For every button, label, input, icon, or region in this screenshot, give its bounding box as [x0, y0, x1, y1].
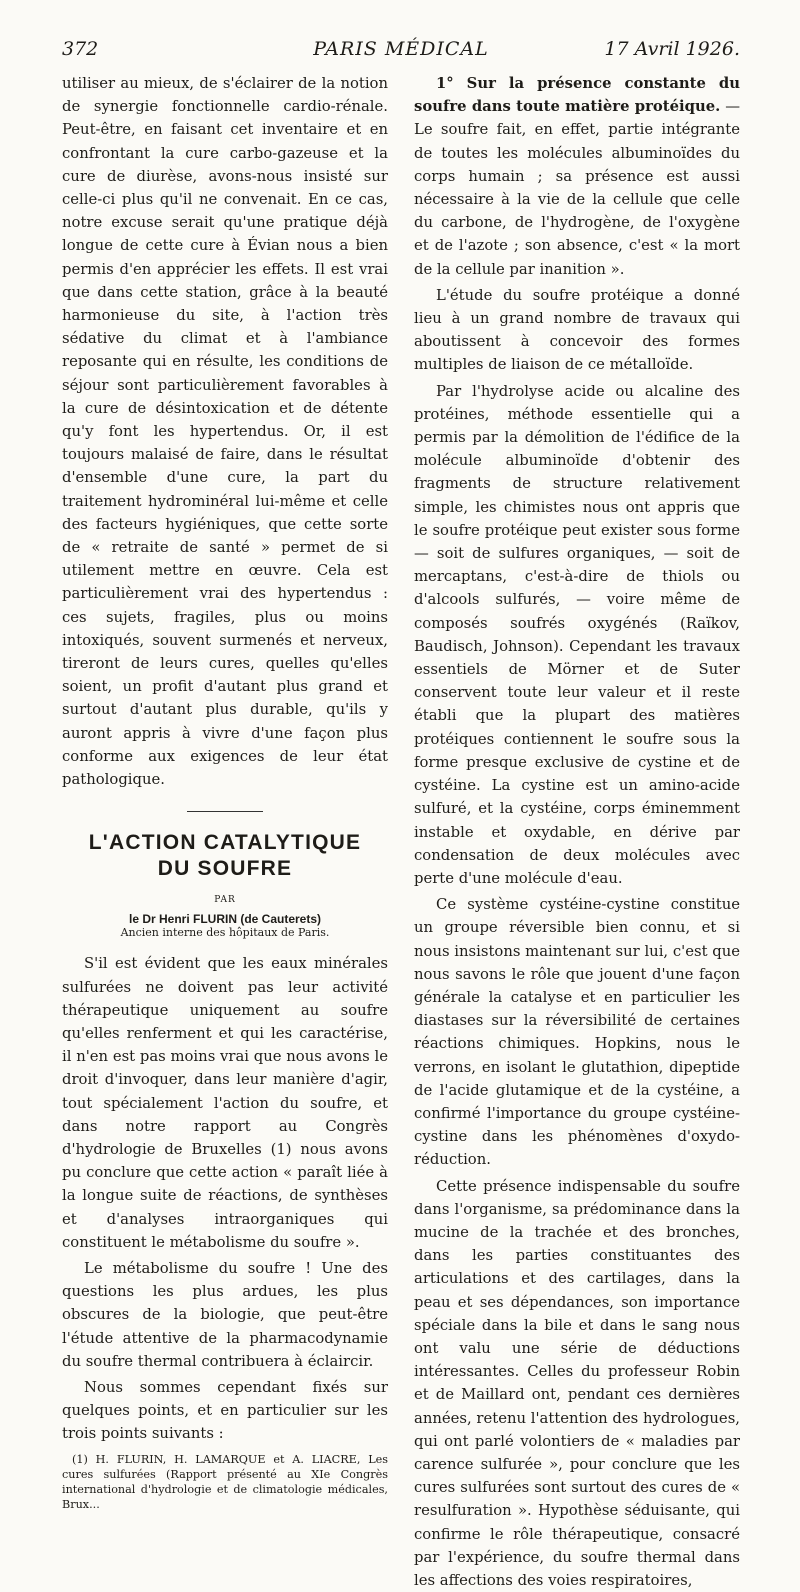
article-title-line2: DU SOUFRE — [157, 857, 293, 881]
footnote: (1) H. FLURIN, H. LAMARQUE et A. LIACRE, Les cures sulfurées (Rapport présenté au XIe Congrès international d'hydrologie et de climatologie médicales, Brux... — [62, 1452, 388, 1511]
issue-date: 17 Avril 1926. — [604, 38, 740, 60]
article-title-line1: L'ACTION CATALYTIQUE — [88, 831, 362, 855]
section-divider — [187, 811, 263, 812]
left-column — [62, 72, 388, 1512]
body-paragraph: L'étude du soufre protéique a donné lieu à un grand nombre de travaux qui aboutissent à concevoir des formes multiples de liaison de ce métalloïde. — [414, 286, 740, 374]
section-heading: 1° Sur la présence constante du soufre dans toute matière protéique. — [414, 75, 740, 116]
body-paragraph: Cette présence indispensable du soufre dans l'organisme, sa prédominance dans la mucine de la trachée et des bronches, dans les parties constituantes des articulations et des cartilages, dans la peau et ses dépendances, son importance spéciale dans la bile et dans le sang nous ont valu une série de déductions intéressantes. Celles du professeur Robin et de Maillard ont, pendant ces dernières années, retenu l'attention des hydrologues, qui ont parlé volontiers de « maladies par carence sulfurée », pour conclure que les cures sulfurées sont surtout des cures de « resulfuration ». Hypothèse séduisante, qui confirme le rôle thérapeutique, consacré par l'expérience, du soufre thermal dans les affections des voies respiratoires, — [414, 1177, 740, 1589]
body-paragraph: Ce système cystéine-cystine constitue un groupe réversible bien connu, et si nous insistons maintenant sur lui, c'est que nous savons le rôle que jouent d'une façon générale la catalyse et en particulier les diastases sur la réversibilité de certaines réactions chimiques. Hopkins, nous le verrons, en isolant le glutathion, dipeptide de l'acide glutamique et de la cystéine, a confirmé l'importance du groupe cystéine-cystine dans les phénomènes d'oxydo-réduction. — [414, 896, 740, 1169]
body-paragraph: Nous sommes cependant fixés sur quelques points, et en particulier sur les trois points suivants : — [62, 1378, 388, 1443]
body-paragraph: Le métabolisme du soufre ! Une des questions les plus ardues, les plus obscures de la biologie, que peut-être l'étude attentive de la pharmacodynamie du soufre thermal contribuera à éclaircir. — [62, 1259, 388, 1370]
section-heading-continuation: — Le soufre fait, en effet, partie intégrante de toutes les molécules albuminoïdes du corps humain ; sa présence est aussi nécessaire à la vie de la cellule que celle du carbone, de l'hydrogène, de l'oxygène et de l'azote ; son absence, c'est « la mort de la cellule par inanition ». — [414, 98, 740, 278]
right-column — [414, 72, 740, 1592]
body-paragraph: Par l'hydrolyse acide ou alcaline des protéines, méthode essentielle qui a permis par la démolition de l'édifice de la molécule albuminoïde d'obtenir des fragments de structure relativement simple, les chimistes nous ont appris que le soufre protéique peut exister sous forme — soit de sulfures organiques, — soit de mercaptans, c'est-à-dire de thiols ou d'alcools sulfurés, — voire même de composés soufrés oxygénés (Raïkov, Baudisch, Johnson). Cependant les travaux essentiels de Mörner et de Suter conservent toute leur valeur et il reste établi que la plupart des matières protéiques contiennent le soufre sous la forme presque exclusive de cystine et de cystéine. La cystine est un amino-acide sulfuré, et la cystéine, corps éminemment instable et oxydable, en dérive par condensation de deux molécules avec perte d'une molécule d'eau. — [414, 382, 740, 887]
author-name: le Dr Henri FLURIN (de Cauterets) — [128, 912, 322, 927]
author-affiliation: Ancien interne des hôpitaux de Paris. — [120, 926, 330, 940]
continued-paragraph: utiliser au mieux, de s'éclairer de la notion de synergie fonctionnelle cardio-rénale. Peut-être, en faisant cet inventaire et en confrontant la cure carbo-gazeuse et la cure de diurèse, avons-nous insisté sur celle-ci plus qu'il ne convenait. En ce cas, notre excuse serait qu'une pratique déjà longue de cette cure à Évian nous a bien permis d'en apprécier les effets. Il est vrai que dans cette station, grâce à la beauté harmonieuse du site, à l'action très sédative du climat et à l'ambiance reposante qui en résulte, les conditions de séjour sont particulièrement favorables à la cure de désintoxication et de détente qu'y font les hypertendus. Or, il est toujours malaisé de faire, dans le résultat d'ensemble d'une cure, la part du traitement hydrominéral lui-même et celle des facteurs hygiéniques, que cette sorte de « retraite de santé » permet de si utilement mettre en œuvre. Cela est particulièrement vrai des hypertendus : ces sujets, fragiles, plus ou moins intoxiqués, souvent surmenés et nerveux, tireront de leurs cures, quelles qu'elles soient, un profit d'autant plus grand et surtout d'autant plus durable, qu'ils y auront appris à vivre d'une façon plus conforme aux exigences de leur état pathologique. — [62, 75, 388, 789]
journal-title: PARIS MÉDICAL — [313, 38, 489, 60]
running-header — [62, 38, 740, 66]
page-number: 372 — [62, 38, 99, 60]
byline-par: PAR — [214, 895, 236, 906]
section-paragraph — [414, 72, 740, 281]
body-paragraph: S'il est évident que les eaux minérales sulfurées ne doivent pas leur activité thérapeutique uniquement au soufre qu'elles renferment et qui les caractérise, il n'en est pas moins vrai que nous avons le droit d'invoquer, dans leur manière d'agir, tout spécialement l'action du soufre, et dans notre rapport au Congrès d'hydrologie de Bruxelles (1) nous avons pu conclure que cette action « paraît liée à la longue suite de réactions, de synthèses et d'analyses intraorganiques qui constituent le métabolisme du soufre ». — [62, 955, 388, 1251]
